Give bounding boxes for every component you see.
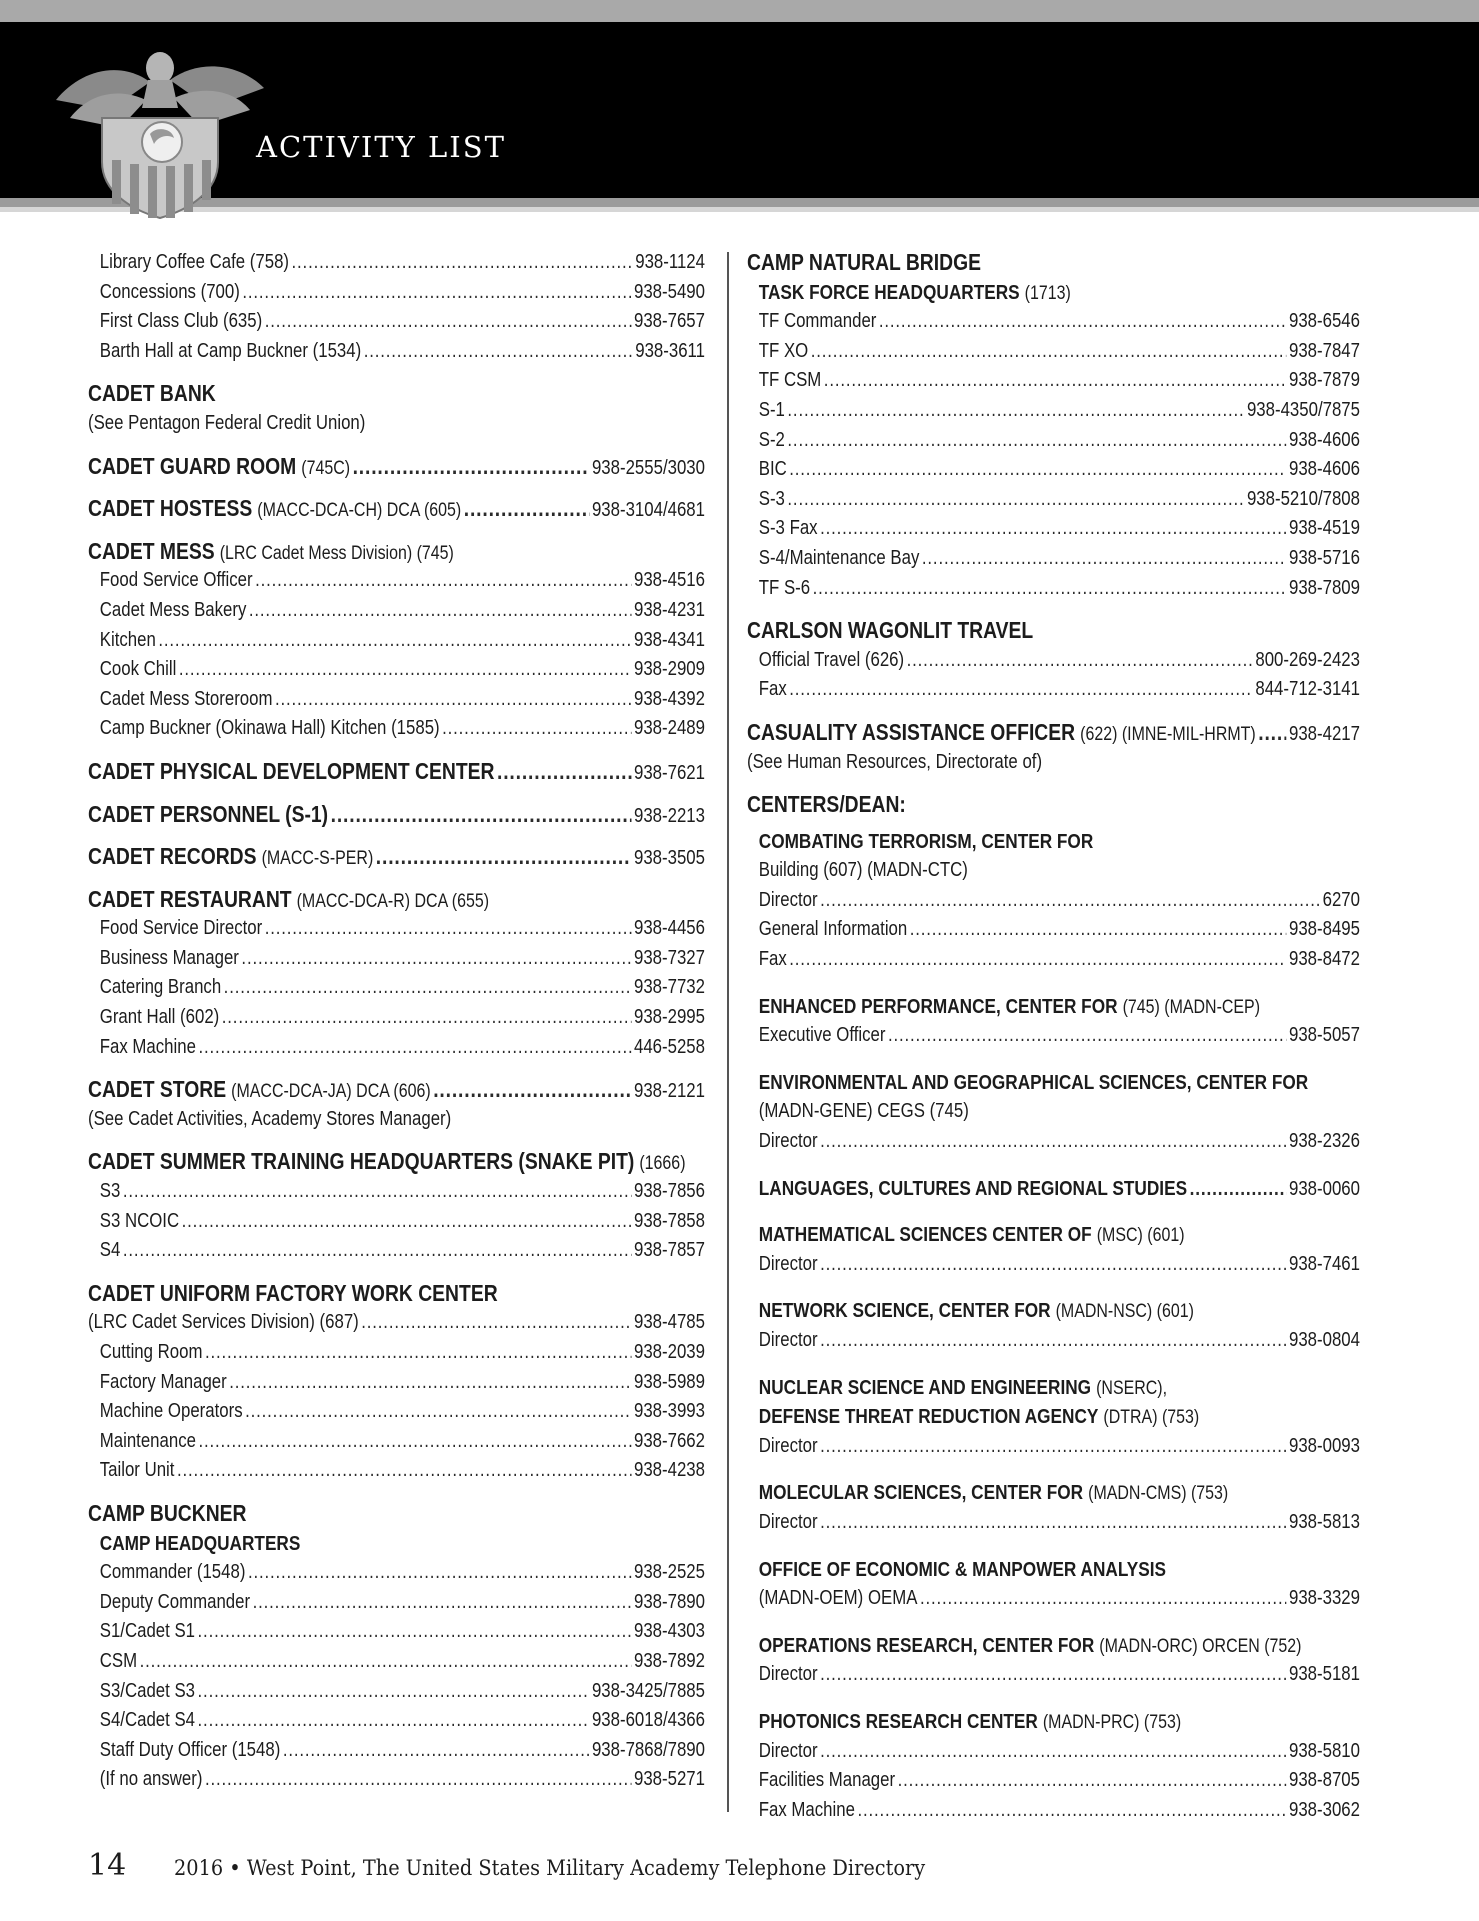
phone-number[interactable]: 938-5210/7808	[1246, 487, 1360, 510]
subsection-heading: TASK FORCE HEADQUARTERS (1713)	[758, 280, 1071, 304]
section-cadet-store	[88, 1075, 705, 1134]
phone-number[interactable]: 938-3611	[635, 339, 705, 362]
listing-row: Tailor Unit ..... 938-4238	[88, 1456, 705, 1486]
section-heading: CARLSON WAGONLIT TRAVEL	[747, 617, 1034, 644]
section-heading: CADET GUARD ROOM (745C) ..... 938-2555/3030	[88, 452, 705, 482]
listing-row: Director ..... 938-2326	[747, 1127, 1360, 1157]
listing-row: BIC ..... 938-4606	[747, 455, 1360, 485]
listing-row: Director ..... 938-5181	[747, 1660, 1360, 1690]
phone-number[interactable]: 938-7657	[633, 310, 705, 333]
phone-number[interactable]: 938-7858	[633, 1209, 705, 1232]
section-cadet-summer-training	[88, 1147, 705, 1265]
section-centers-dean	[747, 790, 1360, 820]
subsection-heading: ENVIRONMENTAL AND GEOGRAPHICAL SCIENCES, CENTER FOR	[758, 1070, 1309, 1094]
phone-number[interactable]: 6270	[1322, 888, 1360, 911]
phone-number[interactable]: 938-7879	[1288, 369, 1360, 392]
phone-number[interactable]: 938-4350/7875	[1246, 398, 1360, 421]
listing-row: TF S-6 ..... 938-7809	[747, 574, 1360, 604]
phone-number[interactable]: 938-2525	[633, 1561, 705, 1584]
section-heading: CAMP NATURAL BRIDGE	[747, 249, 981, 275]
listing-row: Maintenance ..... 938-7662	[88, 1427, 705, 1457]
section-heading: CADET HOSTESS (MACC-DCA-CH) DCA (605) ..... 938-3104/4681	[88, 494, 705, 524]
phone-number[interactable]: 938-4606	[1288, 428, 1360, 451]
listing-row: Fax ..... 844-712-3141	[747, 675, 1360, 705]
phone-number[interactable]: 938-8472	[1288, 948, 1360, 971]
center-nuclear-science	[747, 1373, 1360, 1462]
phone-number[interactable]: 938-1124	[635, 251, 705, 273]
section-heading: CASUALITY ASSISTANCE OFFICER (622) (IMNE-MIL-HRMT) ..... 938-4217	[747, 718, 1360, 748]
section-cadet-bank	[88, 379, 705, 438]
center-combating-terrorism	[747, 827, 1360, 975]
phone-number[interactable]: 938-0060	[1288, 1177, 1360, 1200]
phone-number[interactable]: 938-5181	[1288, 1663, 1360, 1686]
listing-row: Commander (1548) ..... 938-2525	[88, 1558, 705, 1588]
listing-row: Cook Chill ..... 938-2909	[88, 655, 705, 685]
phone-number[interactable]: 938-2489	[633, 717, 705, 740]
phone-number[interactable]: 938-8495	[1288, 918, 1360, 941]
section-camp-natural-bridge	[747, 248, 1360, 603]
listing-row: S4/Cadet S4 ..... 938-6018/4366	[88, 1706, 705, 1736]
listing-row: Catering Branch ..... 938-7732	[88, 973, 705, 1003]
listing-row: S-3 Fax ..... 938-4519	[747, 514, 1360, 544]
listing-row: Fax ..... 938-8472	[747, 945, 1360, 975]
phone-number[interactable]: 938-5989	[633, 1370, 705, 1393]
listing-row: S3/Cadet S3 ..... 938-3425/7885	[88, 1677, 705, 1707]
listing-row: General Information ..... 938-8495	[747, 915, 1360, 945]
phone-number[interactable]: 938-7890	[633, 1590, 705, 1613]
listing-row: Deputy Commander ..... 938-7890	[88, 1588, 705, 1618]
top-listing-group	[88, 248, 705, 366]
phone-number[interactable]: 938-3104/4681	[591, 499, 705, 522]
phone-number[interactable]: 446-5258	[633, 1035, 705, 1058]
phone-number[interactable]: 938-3329	[1288, 1587, 1360, 1610]
subsection-heading: NUCLEAR SCIENCE AND ENGINEERING (NSERC),	[758, 1375, 1168, 1399]
center-economic-manpower	[747, 1555, 1360, 1614]
section-heading: CADET PERSONNEL (S-1) ..... 938-2213	[88, 800, 705, 830]
listing-row: TF CSM ..... 938-7879	[747, 366, 1360, 396]
top-gray-bar	[0, 0, 1479, 22]
listing-row: Camp Buckner (Okinawa Hall) Kitchen (1585) ..... 938-2489	[88, 714, 705, 744]
section-heading: CENTERS/DEAN:	[747, 791, 906, 818]
listing-row: S-1 ..... 938-4350/7875	[747, 396, 1360, 426]
subsection-heading: COMBATING TERRORISM, CENTER FOR	[758, 829, 1094, 853]
listing-row: S-2 ..... 938-4606	[747, 426, 1360, 456]
section-heading: CADET SUMMER TRAINING HEADQUARTERS (SNAKE PIT) (1666)	[88, 1148, 686, 1175]
subsection-heading: PHOTONICS RESEARCH CENTER (MADN-PRC) (753)	[758, 1709, 1182, 1733]
page-number: 14	[88, 1848, 127, 1883]
listing-row: S-4/Maintenance Bay ..... 938-5716	[747, 544, 1360, 574]
phone-number[interactable]: 938-7868/7890	[591, 1738, 705, 1761]
phone-number[interactable]: 938-5490	[633, 280, 705, 303]
listing-row: S4 ..... 938-7857	[88, 1236, 705, 1266]
listing-row: (If no answer) ..... 938-5271	[88, 1765, 705, 1795]
subsection-heading: MOLECULAR SCIENCES, CENTER FOR (MADN-CMS) (753)	[758, 1481, 1229, 1505]
listing-row: S3 NCOIC ..... 938-7858	[88, 1207, 705, 1237]
listing-row: Official Travel (626) ..... 800-269-2423	[747, 646, 1360, 676]
section-carlson-wagonlit	[747, 616, 1360, 705]
section-cadet-hostess	[88, 494, 705, 524]
subsection-heading: DEFENSE THREAT REDUCTION AGENCY (DTRA) (753)	[758, 1405, 1200, 1429]
center-languages-cultures	[747, 1174, 1360, 1204]
phone-number[interactable]: 938-7621	[633, 761, 705, 784]
phone-number[interactable]: 800-269-2423	[1255, 648, 1360, 671]
listing-row: Grant Hall (602) ..... 938-2995	[88, 1003, 705, 1033]
subsection-heading: MATHEMATICAL SCIENCES CENTER OF (MSC) (601)	[758, 1223, 1185, 1247]
phone-number[interactable]: 938-7847	[1288, 339, 1360, 362]
section-cadet-restaurant	[88, 885, 705, 1063]
left-column	[88, 248, 705, 1808]
listing-row: Business Manager ..... 938-7327	[88, 944, 705, 974]
listing-row: Director ..... 938-0804	[747, 1326, 1360, 1356]
center-photonics-research	[747, 1707, 1360, 1825]
subsection-heading: LANGUAGES, CULTURES AND REGIONAL STUDIES ..... 938-0060	[747, 1174, 1360, 1204]
phone-number[interactable]: 844-712-3141	[1255, 678, 1360, 701]
section-heading: CADET MESS (LRC Cadet Mess Division) (745)	[88, 537, 454, 564]
phone-number[interactable]: 938-2326	[1288, 1130, 1360, 1153]
center-mathematical-sciences	[747, 1220, 1360, 1279]
listing-row: TF Commander ..... 938-6546	[747, 307, 1360, 337]
listing-row: Fax Machine ..... 938-3062	[747, 1796, 1360, 1826]
phone-number[interactable]: 938-8705	[1288, 1769, 1360, 1792]
phone-number[interactable]: 938-7856	[633, 1180, 705, 1203]
phone-number[interactable]: 938-6018/4366	[591, 1709, 705, 1732]
west-point-crest-icon	[50, 30, 270, 220]
listing-row: Concessions (700) ..... 938-5490	[88, 278, 705, 308]
phone-number[interactable]: 938-4231	[633, 598, 705, 621]
listing-row: Director ..... 938-5810	[747, 1737, 1360, 1767]
phone-number[interactable]: 938-2039	[633, 1341, 705, 1363]
section-heading: CADET STORE (MACC-DCA-JA) DCA (606) ..... 938-2121	[88, 1075, 705, 1105]
phone-number[interactable]: 938-2555/3030	[591, 456, 705, 479]
phone-number[interactable]: 938-7809	[1288, 576, 1360, 599]
listing-row: (LRC Cadet Services Division) (687) ..... 938-4785	[88, 1308, 705, 1338]
phone-number[interactable]: 938-3993	[633, 1400, 705, 1423]
listing-row: S3 ..... 938-7856	[88, 1177, 705, 1207]
listing-row: (MADN-OEM) OEMA ..... 938-3329	[747, 1584, 1360, 1614]
page-footer	[88, 1848, 991, 1884]
center-molecular-sciences	[747, 1478, 1360, 1537]
listing-row: Cadet Mess Storeroom ..... 938-4392	[88, 685, 705, 715]
phone-number[interactable]: 938-7857	[633, 1239, 705, 1262]
subsection-heading: OPERATIONS RESEARCH, CENTER FOR (MADN-ORC) ORCEN (752)	[758, 1633, 1302, 1657]
phone-number[interactable]: 938-2121	[633, 1080, 705, 1103]
phone-number[interactable]: 938-2909	[633, 658, 705, 681]
phone-number[interactable]: 938-4519	[1288, 517, 1360, 540]
listing-row: Facilities Manager ..... 938-8705	[747, 1766, 1360, 1796]
listing-row: Food Service Officer ..... 938-4516	[88, 566, 705, 596]
section-heading: CAMP BUCKNER	[88, 1499, 247, 1526]
listing-row: S-3 ..... 938-5210/7808	[747, 485, 1360, 515]
listing-row: S1/Cadet S1 ..... 938-4303	[88, 1617, 705, 1647]
phone-number[interactable]: 938-7732	[633, 976, 705, 999]
section-note: (See Cadet Activities, Academy Stores Manager)	[88, 1107, 452, 1130]
phone-number[interactable]: 938-3505	[633, 847, 705, 870]
phone-number[interactable]: 938-4785	[633, 1311, 705, 1334]
listing-row: Library Coffee Cafe (758) ..... 938-1124	[88, 248, 705, 278]
phone-number[interactable]: 938-5271	[633, 1768, 705, 1791]
section-casualty-assistance	[747, 718, 1360, 777]
phone-number[interactable]: 938-0804	[1288, 1329, 1360, 1351]
listing-row: Fax Machine ..... 446-5258	[88, 1033, 705, 1063]
subsection-heading: ENHANCED PERFORMANCE, CENTER FOR (745) (MADN-CEP)	[758, 994, 1261, 1018]
center-operations-research	[747, 1631, 1360, 1690]
section-cadet-mess	[88, 537, 705, 744]
section-note: Building (607) (MADN-CTC)	[758, 859, 968, 882]
phone-number[interactable]: 938-4303	[633, 1620, 705, 1643]
listing-row: Machine Operators ..... 938-3993	[88, 1397, 705, 1427]
phone-number[interactable]: 938-4456	[633, 917, 705, 940]
listing-row: Executive Officer ..... 938-5057	[747, 1021, 1360, 1051]
listing-row: Food Service Director ..... 938-4456	[88, 914, 705, 944]
phone-number[interactable]: 938-3425/7885	[591, 1679, 705, 1702]
subsection-heading: OFFICE OF ECONOMIC & MANPOWER ANALYSIS	[758, 1557, 1167, 1581]
phone-number[interactable]: 938-5810	[1288, 1739, 1360, 1762]
phone-number[interactable]: 938-4606	[1288, 458, 1360, 481]
phone-number[interactable]: 938-7892	[633, 1649, 705, 1672]
phone-number[interactable]: 938-4392	[633, 687, 705, 710]
listing-row: Director ..... 6270	[747, 886, 1360, 916]
phone-number[interactable]: 938-7461	[1288, 1252, 1360, 1275]
phone-number[interactable]: 938-5057	[1288, 1024, 1360, 1047]
phone-number[interactable]: 938-4516	[633, 569, 705, 592]
listing-row: Director ..... 938-7461	[747, 1250, 1360, 1280]
phone-number[interactable]: 938-5813	[1288, 1510, 1360, 1533]
section-heading: CADET BANK	[88, 380, 216, 407]
section-cadet-uniform-factory	[88, 1279, 705, 1486]
banner-title: ACTIVITY LIST	[256, 130, 506, 164]
listing-row: Staff Duty Officer (1548) ..... 938-7868/7890	[88, 1736, 705, 1766]
phone-number[interactable]: 938-7662	[633, 1429, 705, 1452]
listing-row: Factory Manager ..... 938-5989	[88, 1368, 705, 1398]
section-cadet-physical-development	[88, 757, 705, 787]
section-cadet-records	[88, 842, 705, 872]
phone-number[interactable]: 938-3062	[1288, 1798, 1360, 1821]
listing-row: TF XO ..... 938-7847	[747, 337, 1360, 367]
column-divider	[727, 252, 729, 1812]
phone-number[interactable]: 938-4217	[1288, 722, 1360, 745]
phone-number[interactable]: 938-0093	[1288, 1434, 1360, 1457]
section-note: (MADN-GENE) CEGS (745)	[758, 1100, 969, 1123]
phone-number[interactable]: 938-6546	[1288, 310, 1360, 333]
listing-row: Kitchen ..... 938-4341	[88, 626, 705, 656]
right-column	[747, 248, 1360, 1842]
section-heading: CADET UNIFORM FACTORY WORK CENTER	[88, 1279, 498, 1306]
center-environmental-geographical	[747, 1068, 1360, 1157]
phone-number[interactable]: 938-4341	[633, 628, 705, 651]
phone-number[interactable]: 938-4238	[633, 1459, 705, 1482]
section-heading: CADET PHYSICAL DEVELOPMENT CENTER ..... 938-7621	[88, 757, 705, 787]
listing-row: CSM ..... 938-7892	[88, 1647, 705, 1677]
listing-row: Barth Hall at Camp Buckner (1534) ..... 938-3611	[88, 337, 705, 367]
subsection-heading: CAMP HEADQUARTERS	[99, 1531, 301, 1555]
phone-number[interactable]: 938-5716	[1288, 546, 1360, 569]
listing-row: Cutting Room ..... 938-2039	[88, 1338, 705, 1368]
section-note: (See Human Resources, Directorate of)	[747, 750, 1043, 773]
section-note: (See Pentagon Federal Credit Union)	[88, 411, 366, 434]
phone-number[interactable]: 938-2995	[633, 1006, 705, 1029]
section-camp-buckner	[88, 1499, 705, 1795]
footer-text: 2016 • West Point, The United States Military Academy Telephone Directory	[174, 1856, 926, 1880]
center-network-science	[747, 1296, 1360, 1355]
center-enhanced-performance	[747, 992, 1360, 1051]
section-heading: CADET RESTAURANT (MACC-DCA-R) DCA (655)	[88, 885, 490, 912]
listing-row: Director ..... 938-5813	[747, 1508, 1360, 1538]
phone-number[interactable]: 938-7327	[633, 946, 705, 969]
phone-number[interactable]: 938-2213	[633, 804, 705, 827]
section-cadet-guard-room	[88, 452, 705, 482]
section-heading: CADET RECORDS (MACC-S-PER) ..... 938-3505	[88, 842, 705, 872]
listing-row: Director ..... 938-0093	[747, 1432, 1360, 1462]
section-cadet-personnel	[88, 800, 705, 830]
subsection-heading: NETWORK SCIENCE, CENTER FOR (MADN-NSC) (601)	[758, 1299, 1194, 1323]
listing-row: First Class Club (635) ..... 938-7657	[88, 307, 705, 337]
listing-row: Cadet Mess Bakery ..... 938-4231	[88, 596, 705, 626]
